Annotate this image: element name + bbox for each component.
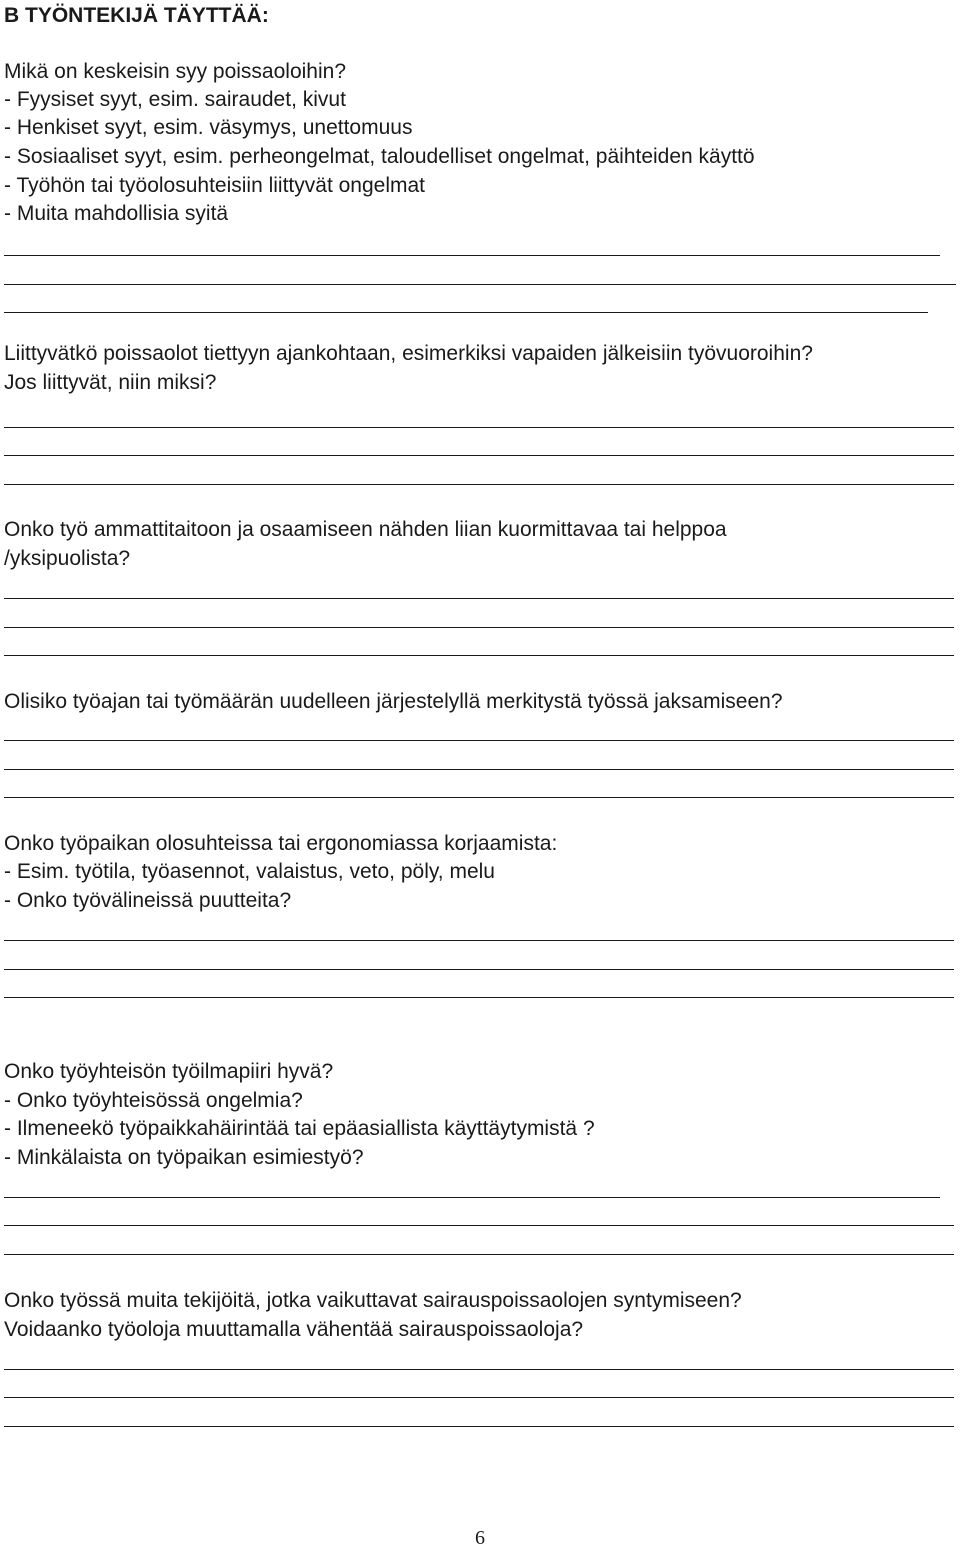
page-number: 6 — [475, 1527, 485, 1549]
form-heading: B TYÖNTEKIJÄ TÄYTTÄÄ: — [4, 4, 269, 27]
question-atmosphere: Onko työyhteisön työilmapiiri hyvä? — [4, 1060, 334, 1083]
answer-line[interactable] — [4, 598, 954, 599]
answer-line[interactable] — [4, 484, 954, 485]
answer-line[interactable] — [4, 1197, 940, 1198]
question-workload: Onko työ ammattitaitoon ja osaamiseen nähden liian kuormittavaa tai helppoa — [4, 518, 727, 541]
answer-line[interactable] — [4, 997, 954, 998]
answer-line[interactable] — [4, 427, 954, 428]
question-reduce-absence: Voidaanko työoloja muuttamalla vähentää sairauspoissaoloja? — [4, 1318, 584, 1341]
question-ergonomics: Onko työpaikan olosuhteissa tai ergonomiassa korjaamista: — [4, 832, 558, 855]
answer-line[interactable] — [4, 255, 940, 256]
option-social: - Sosiaaliset syyt, esim. perheongelmat, taloudelliset ongelmat, päihteiden käyttö — [4, 145, 755, 168]
answer-line[interactable] — [4, 1369, 954, 1370]
answer-line[interactable] — [4, 627, 954, 628]
option-other: - Muita mahdollisia syitä — [4, 202, 229, 225]
atmosphere-management: - Minkälaista on työpaikan esimiestyö? — [4, 1146, 364, 1169]
option-mental: - Henkiset syyt, esim. väsymys, unettomuus — [4, 116, 413, 139]
atmosphere-harassment: - Ilmeneekö työpaikkahäirintää tai epäasiallista käyttäytymistä ? — [4, 1117, 595, 1140]
answer-line[interactable] — [4, 284, 956, 285]
answer-line[interactable] — [4, 740, 954, 741]
answer-line[interactable] — [4, 797, 954, 798]
question-timing: Liittyvätkö poissaolot tiettyyn ajankohtaan, esimerkiksi vapaiden jälkeisiin työvuoroihin? — [4, 342, 813, 365]
answer-line[interactable] — [4, 1397, 954, 1398]
question-scheduling: Olisiko työajan tai työmäärän uudelleen järjestelyllä merkitystä työssä jaksamiseen? — [4, 690, 783, 713]
question-workload-cont: /yksipuolista? — [4, 547, 131, 570]
ergonomics-tools: - Onko työvälineissä puutteita? — [4, 889, 292, 912]
answer-line[interactable] — [4, 769, 954, 770]
ergonomics-examples: - Esim. työtila, työasennot, valaistus, veto, pöly, melu — [4, 860, 495, 883]
answer-line[interactable] — [4, 655, 954, 656]
answer-line[interactable] — [4, 312, 928, 313]
answer-line[interactable] — [4, 1426, 954, 1427]
atmosphere-problems: - Onko työyhteisössä ongelmia? — [4, 1089, 303, 1112]
question-timing-why: Jos liittyvät, niin miksi? — [4, 371, 217, 394]
answer-line[interactable] — [4, 940, 954, 941]
answer-line[interactable] — [4, 1225, 954, 1226]
answer-line[interactable] — [4, 969, 954, 970]
question-main-cause: Mikä on keskeisin syy poissaoloihin? — [4, 60, 346, 83]
option-physical: - Fyysiset syyt, esim. sairaudet, kivut — [4, 88, 346, 111]
answer-line[interactable] — [4, 1254, 954, 1255]
question-other-factors: Onko työssä muita tekijöitä, jotka vaikuttavat sairauspoissaolojen syntymiseen? — [4, 1289, 742, 1312]
option-work-related: - Työhön tai työolosuhteisiin liittyvät ongelmat — [4, 174, 426, 197]
answer-line[interactable] — [4, 455, 954, 456]
